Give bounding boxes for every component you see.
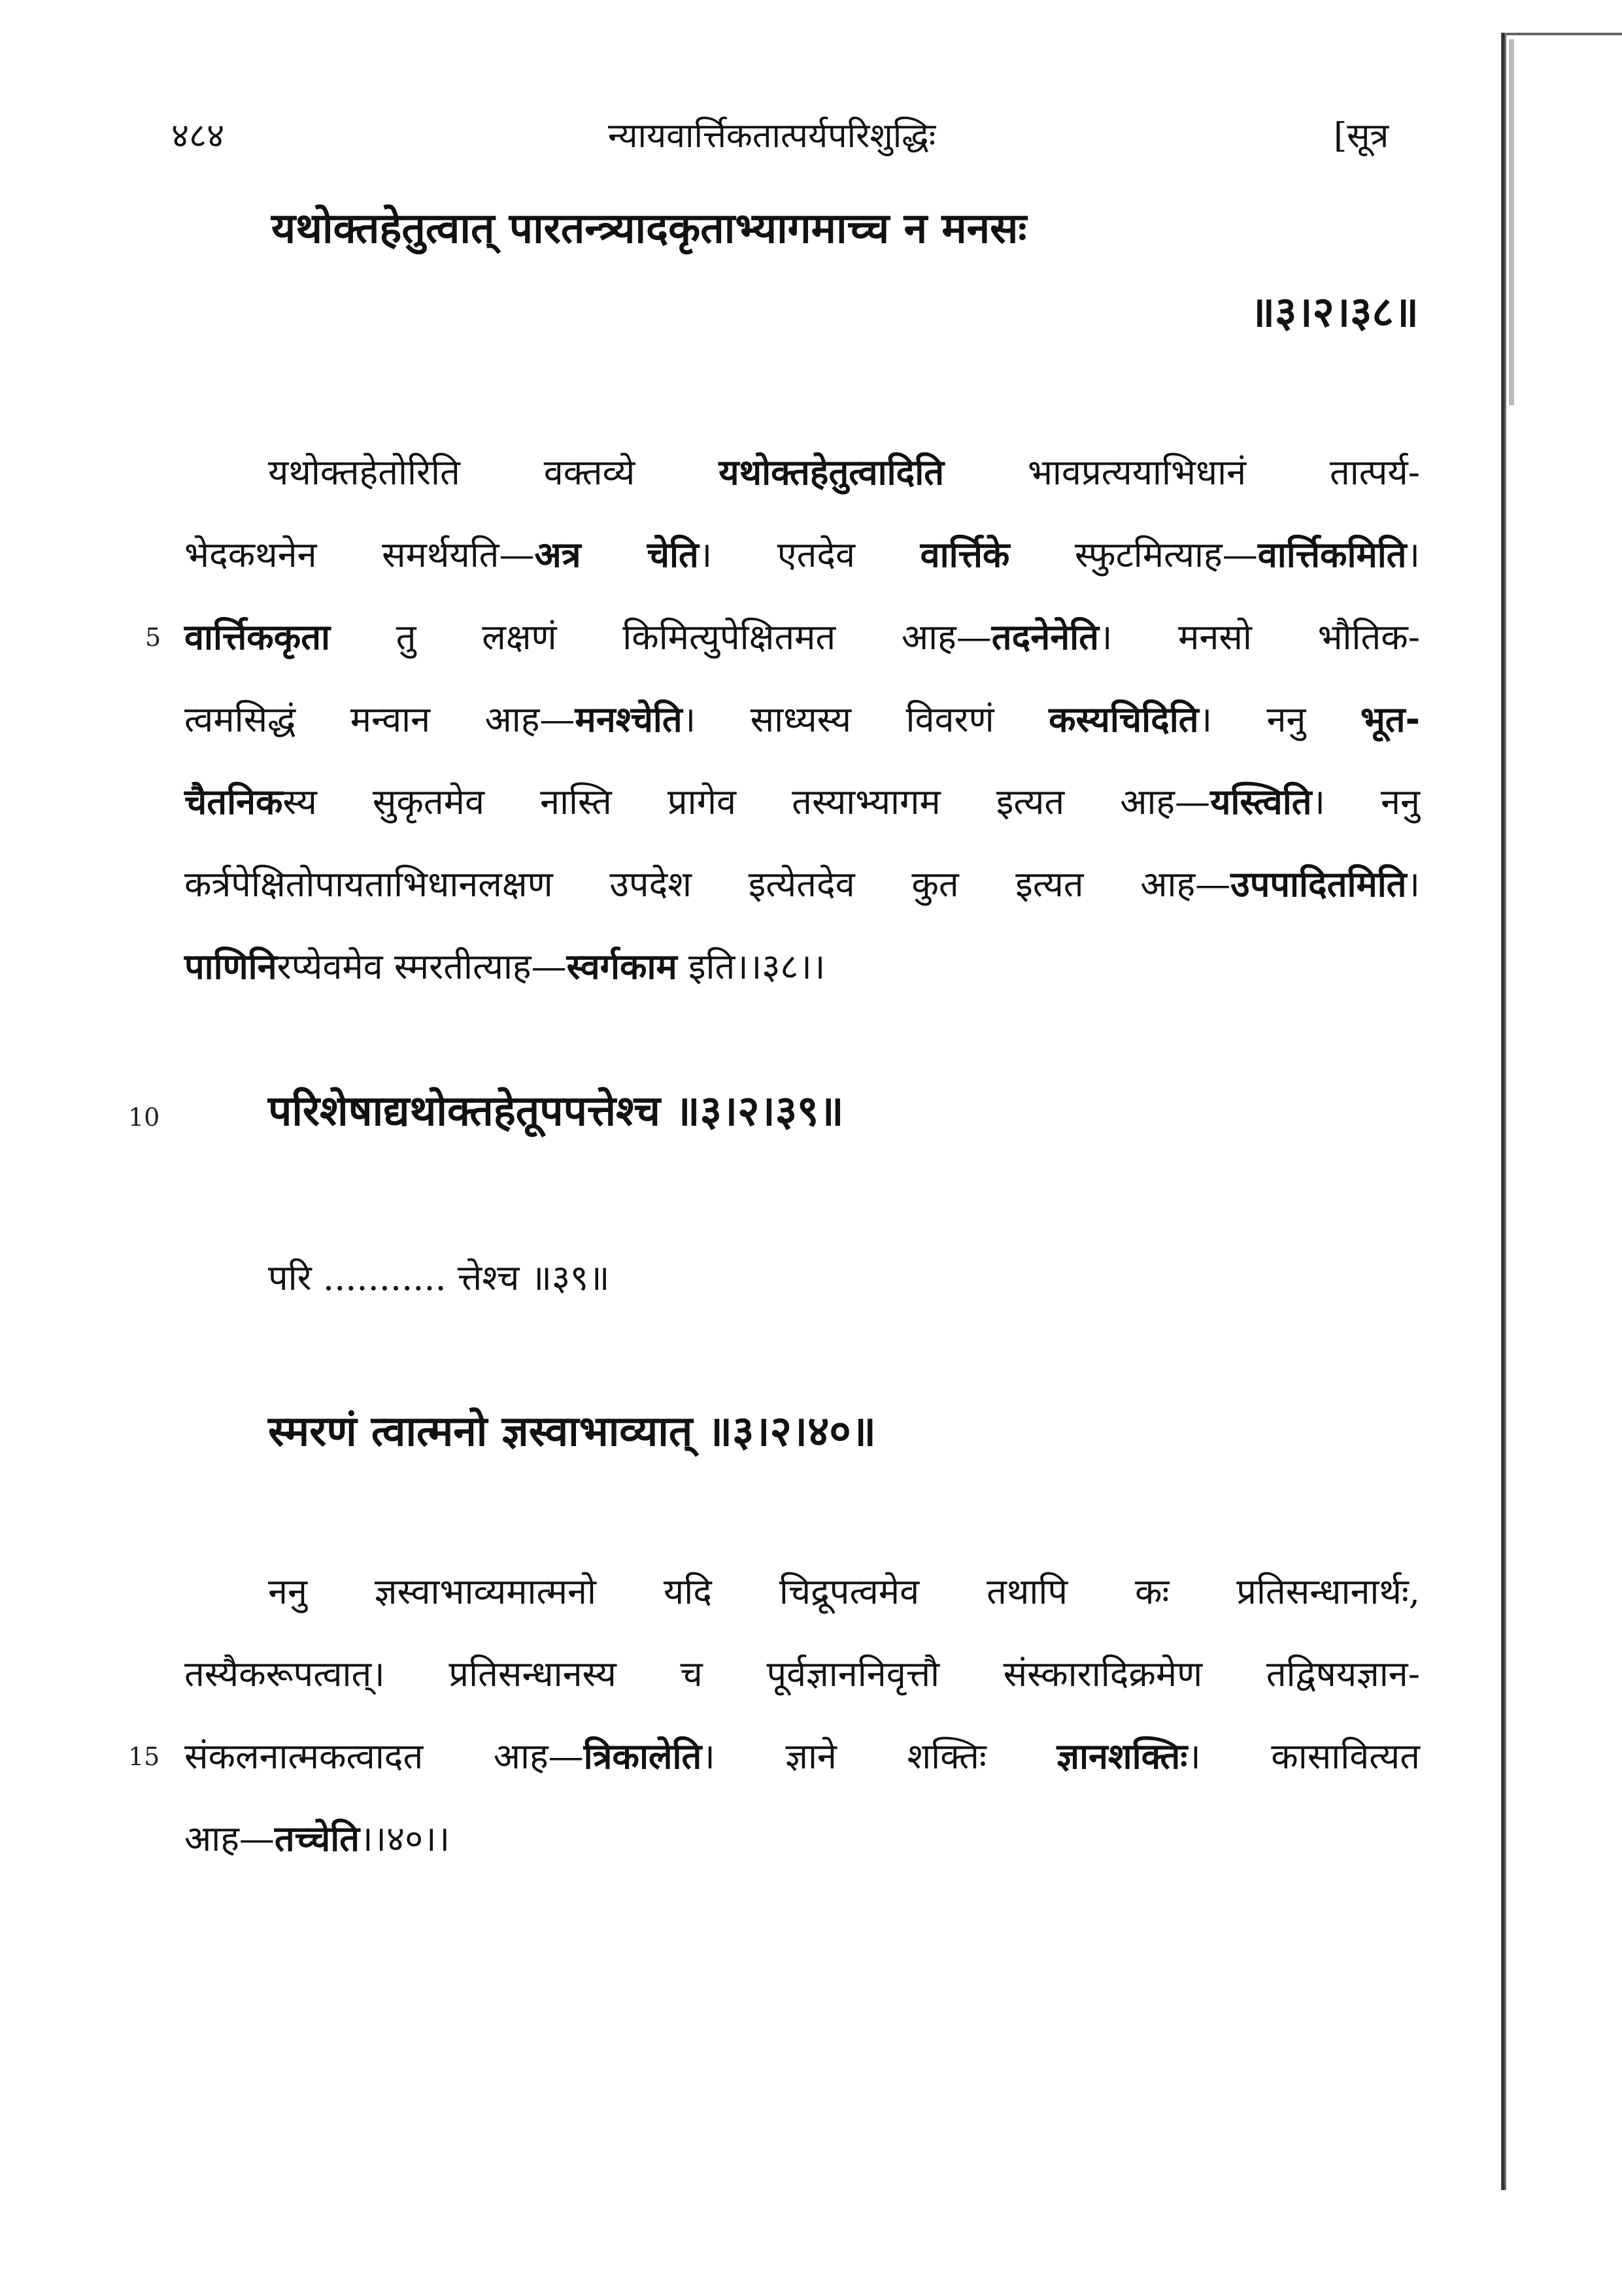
sutra-39-text: परिशेषाद्यथोक्तहेतूपपत्तेश्च: [268, 1087, 660, 1136]
page-number: ४८४: [171, 116, 225, 156]
para-38-line-3: वार्त्तिककृता तु लक्षणं किमित्युपेक्षितमत आह—तदनेनेति। मनसो भौतिक-: [184, 616, 1420, 658]
page-edge-top: [1504, 33, 1622, 35]
page-edge: [1501, 33, 1506, 2190]
para-38-line-6: कर्त्रपेक्षितोपायताभिधानलक्षण उपदेश इत्येतदेव कुत इत्यत आह—उपपादितमिति।: [184, 864, 1420, 905]
para-40-line-2: तस्यैकरूपत्वात्। प्रतिसन्धानस्य च पूर्वज्ञाननिवृत्तौ संस्कारादिक्रमेण तद्विषयज्ञान-: [184, 1653, 1420, 1695]
sutra-40-number: ॥३।२।४०॥: [707, 1408, 876, 1456]
para-38-line-4: त्वमसिद्धं मन्वान आह—मनश्चेति। साध्यस्य विवरणं कस्यचिदिति। ननु भूत-: [184, 699, 1420, 740]
sutra-40-text: स्मरणं त्वात्मनो ज्ञस्वाभाव्यात्: [268, 1408, 693, 1456]
line-number-5: 5: [145, 623, 161, 652]
para-38-line-2: भेदकथनेन समर्थयति—अत्र चेति। एतदेव वार्त्तिके स्फुटमित्याह—वार्त्तिकमिति।: [184, 534, 1420, 575]
para-38-line-7: पाणिनिरप्येवमेव स्मरतीत्याह—स्वर्गकाम इति।।३८।।: [184, 946, 826, 987]
para-39-line-1: परि ........... त्तेश्च ॥३९॥: [268, 1257, 610, 1298]
para-40-line-4: आह—तच्चेति।।४०।।: [184, 1818, 450, 1859]
para-40-line-3: संकलनात्मकत्वादत आह—त्रिकालेति। ज्ञाने शक्तिः ज्ञानशक्तिः। कासावित्यत: [184, 1736, 1420, 1777]
para-40-line-1: ननु ज्ञस्वाभाव्यमात्मनो यदि चिद्रूपत्वमेव तथापि कः प्रतिसन्धानार्थः,: [268, 1571, 1420, 1612]
para-38-line-1: यथोक्तहेतोरिति वक्तव्ये यथोक्तहेतुत्वादिति भावप्रत्ययाभिधानं तात्पर्य-: [268, 452, 1420, 493]
section-mark: [सूत्र: [1334, 116, 1389, 156]
running-title: न्यायवार्त्तिकतात्पर्यपरिशुद्धिः: [608, 116, 936, 156]
sutra-40: [268, 1406, 876, 1458]
sutra-38-number: ॥३।२।३८॥: [1249, 288, 1419, 337]
sutra-39: [268, 1085, 844, 1138]
para-38-line-5: चैतनिकस्य सुकृतमेव नास्ति प्रागेव तस्याभ्यागम इत्यत आह—यस्त्विति। ननु: [184, 781, 1420, 822]
sutra-39-number: ॥३।२।३९॥: [675, 1087, 844, 1136]
sutra-38-text: यथोक्तहेतुत्वात् पारतन्त्र्यादकृताभ्यागमाच्च न मनसः: [271, 205, 1027, 253]
line-number-15: 15: [128, 1742, 160, 1771]
line-number-10: 10: [128, 1103, 160, 1132]
page-edge-shadow: [1509, 39, 1514, 405]
